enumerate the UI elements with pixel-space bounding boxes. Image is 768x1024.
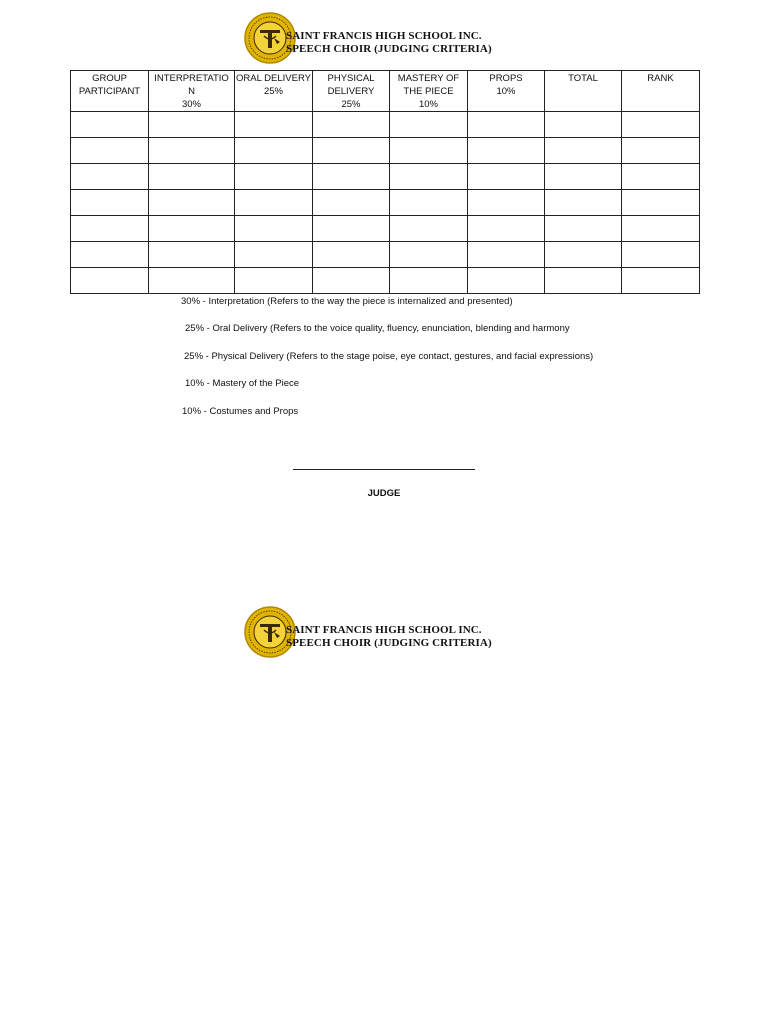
column-header-line: THE PIECE — [403, 86, 454, 97]
column-header-line: 30% — [181, 99, 201, 110]
score-cell — [71, 190, 149, 216]
score-cell — [622, 268, 700, 294]
score-cell — [71, 164, 149, 190]
form-title: SPEECH CHOIR (JUDGING CRITERIA) — [286, 637, 492, 649]
column-header-line: DELIVERY — [327, 86, 375, 97]
column-header — [468, 71, 545, 112]
school-header — [244, 12, 504, 66]
form-title: SPEECH CHOIR (JUDGING CRITERIA) — [286, 43, 492, 55]
column-header — [545, 71, 622, 112]
column-header — [71, 71, 149, 112]
score-cell — [545, 216, 622, 242]
table-row — [71, 216, 700, 242]
note-mastery: 10% - Mastery of the Piece — [185, 378, 300, 389]
score-cell — [545, 268, 622, 294]
judge-label: JUDGE — [367, 488, 401, 499]
score-cell — [235, 242, 313, 268]
column-header — [622, 71, 700, 112]
column-header-line: PARTICIPANT — [78, 86, 141, 97]
score-cell — [545, 138, 622, 164]
column-header — [390, 71, 468, 112]
score-cell — [71, 268, 149, 294]
score-cell — [149, 164, 235, 190]
column-header — [149, 71, 235, 112]
column-header-line: 25% — [341, 99, 361, 110]
school-header-repeat — [244, 606, 504, 660]
score-cell — [545, 190, 622, 216]
score-cell — [71, 242, 149, 268]
score-cell — [313, 112, 390, 138]
score-cell — [313, 242, 390, 268]
column-header-line: PROPS — [489, 73, 523, 84]
column-header — [313, 71, 390, 112]
score-cell — [468, 268, 545, 294]
column-header-line: PHYSICAL — [327, 73, 375, 84]
table-row — [71, 268, 700, 294]
score-cell — [468, 164, 545, 190]
note-interpretation: 30% - Interpretation (Refers to the way the piece is internalized and presented) — [181, 296, 513, 307]
score-cell — [149, 242, 235, 268]
score-cell — [313, 190, 390, 216]
signature-line — [293, 469, 475, 470]
score-cell — [235, 268, 313, 294]
score-cell — [235, 138, 313, 164]
score-cell — [545, 112, 622, 138]
score-cell — [545, 242, 622, 268]
column-header — [235, 71, 313, 112]
score-cell — [235, 112, 313, 138]
score-cell — [622, 138, 700, 164]
school-name: SAINT FRANCIS HIGH SCHOOL INC. — [286, 624, 482, 636]
score-cell — [235, 190, 313, 216]
score-cell — [313, 216, 390, 242]
score-cell — [313, 164, 390, 190]
score-cell — [390, 242, 468, 268]
score-cell — [313, 138, 390, 164]
column-header-line: 10% — [418, 99, 438, 110]
score-cell — [71, 112, 149, 138]
table-row — [71, 138, 700, 164]
score-cell — [468, 112, 545, 138]
score-cell — [235, 216, 313, 242]
column-header-line: 10% — [496, 86, 516, 97]
column-header-line: 25% — [263, 86, 283, 97]
score-cell — [149, 138, 235, 164]
column-header-line: TOTAL — [568, 73, 598, 84]
score-cell — [390, 138, 468, 164]
note-oral-delivery: 25% - Oral Delivery (Refers to the voice quality, fluency, enunciation, blending and harmony — [185, 323, 570, 334]
school-name: SAINT FRANCIS HIGH SCHOOL INC. — [286, 30, 482, 42]
score-cell — [235, 164, 313, 190]
score-cell — [622, 216, 700, 242]
score-cell — [71, 138, 149, 164]
table-row — [71, 190, 700, 216]
score-cell — [622, 242, 700, 268]
score-cell — [468, 242, 545, 268]
score-cell — [390, 190, 468, 216]
score-cell — [313, 268, 390, 294]
score-cell — [622, 164, 700, 190]
column-header-line: INTERPRETATIO — [154, 73, 229, 84]
score-cell — [149, 112, 235, 138]
score-cell — [622, 190, 700, 216]
note-physical-delivery: 25% - Physical Delivery (Refers to the stage poise, eye contact, gestures, and facial expressions) — [184, 351, 594, 362]
table-row — [71, 242, 700, 268]
table-body — [71, 112, 700, 294]
score-cell — [390, 112, 468, 138]
score-cell — [149, 190, 235, 216]
score-cell — [622, 112, 700, 138]
table-header-row — [71, 71, 700, 112]
table-row — [71, 164, 700, 190]
score-cell — [390, 268, 468, 294]
column-header-line: RANK — [647, 73, 674, 84]
score-cell — [468, 216, 545, 242]
column-header-line: GROUP — [92, 73, 127, 84]
column-header-line: MASTERY OF — [397, 73, 460, 84]
score-cell — [390, 216, 468, 242]
score-cell — [545, 164, 622, 190]
score-cell — [468, 190, 545, 216]
table-row — [71, 112, 700, 138]
score-cell — [390, 164, 468, 190]
header-text — [286, 624, 492, 650]
score-cell — [149, 216, 235, 242]
column-header-line: ORAL DELIVERY — [236, 73, 311, 84]
score-cell — [468, 138, 545, 164]
score-cell — [149, 268, 235, 294]
column-header-line: N — [188, 86, 195, 97]
judging-criteria-table — [70, 70, 700, 294]
score-cell — [71, 216, 149, 242]
header-text — [286, 30, 492, 56]
note-costumes-props: 10% - Costumes and Props — [182, 406, 299, 417]
